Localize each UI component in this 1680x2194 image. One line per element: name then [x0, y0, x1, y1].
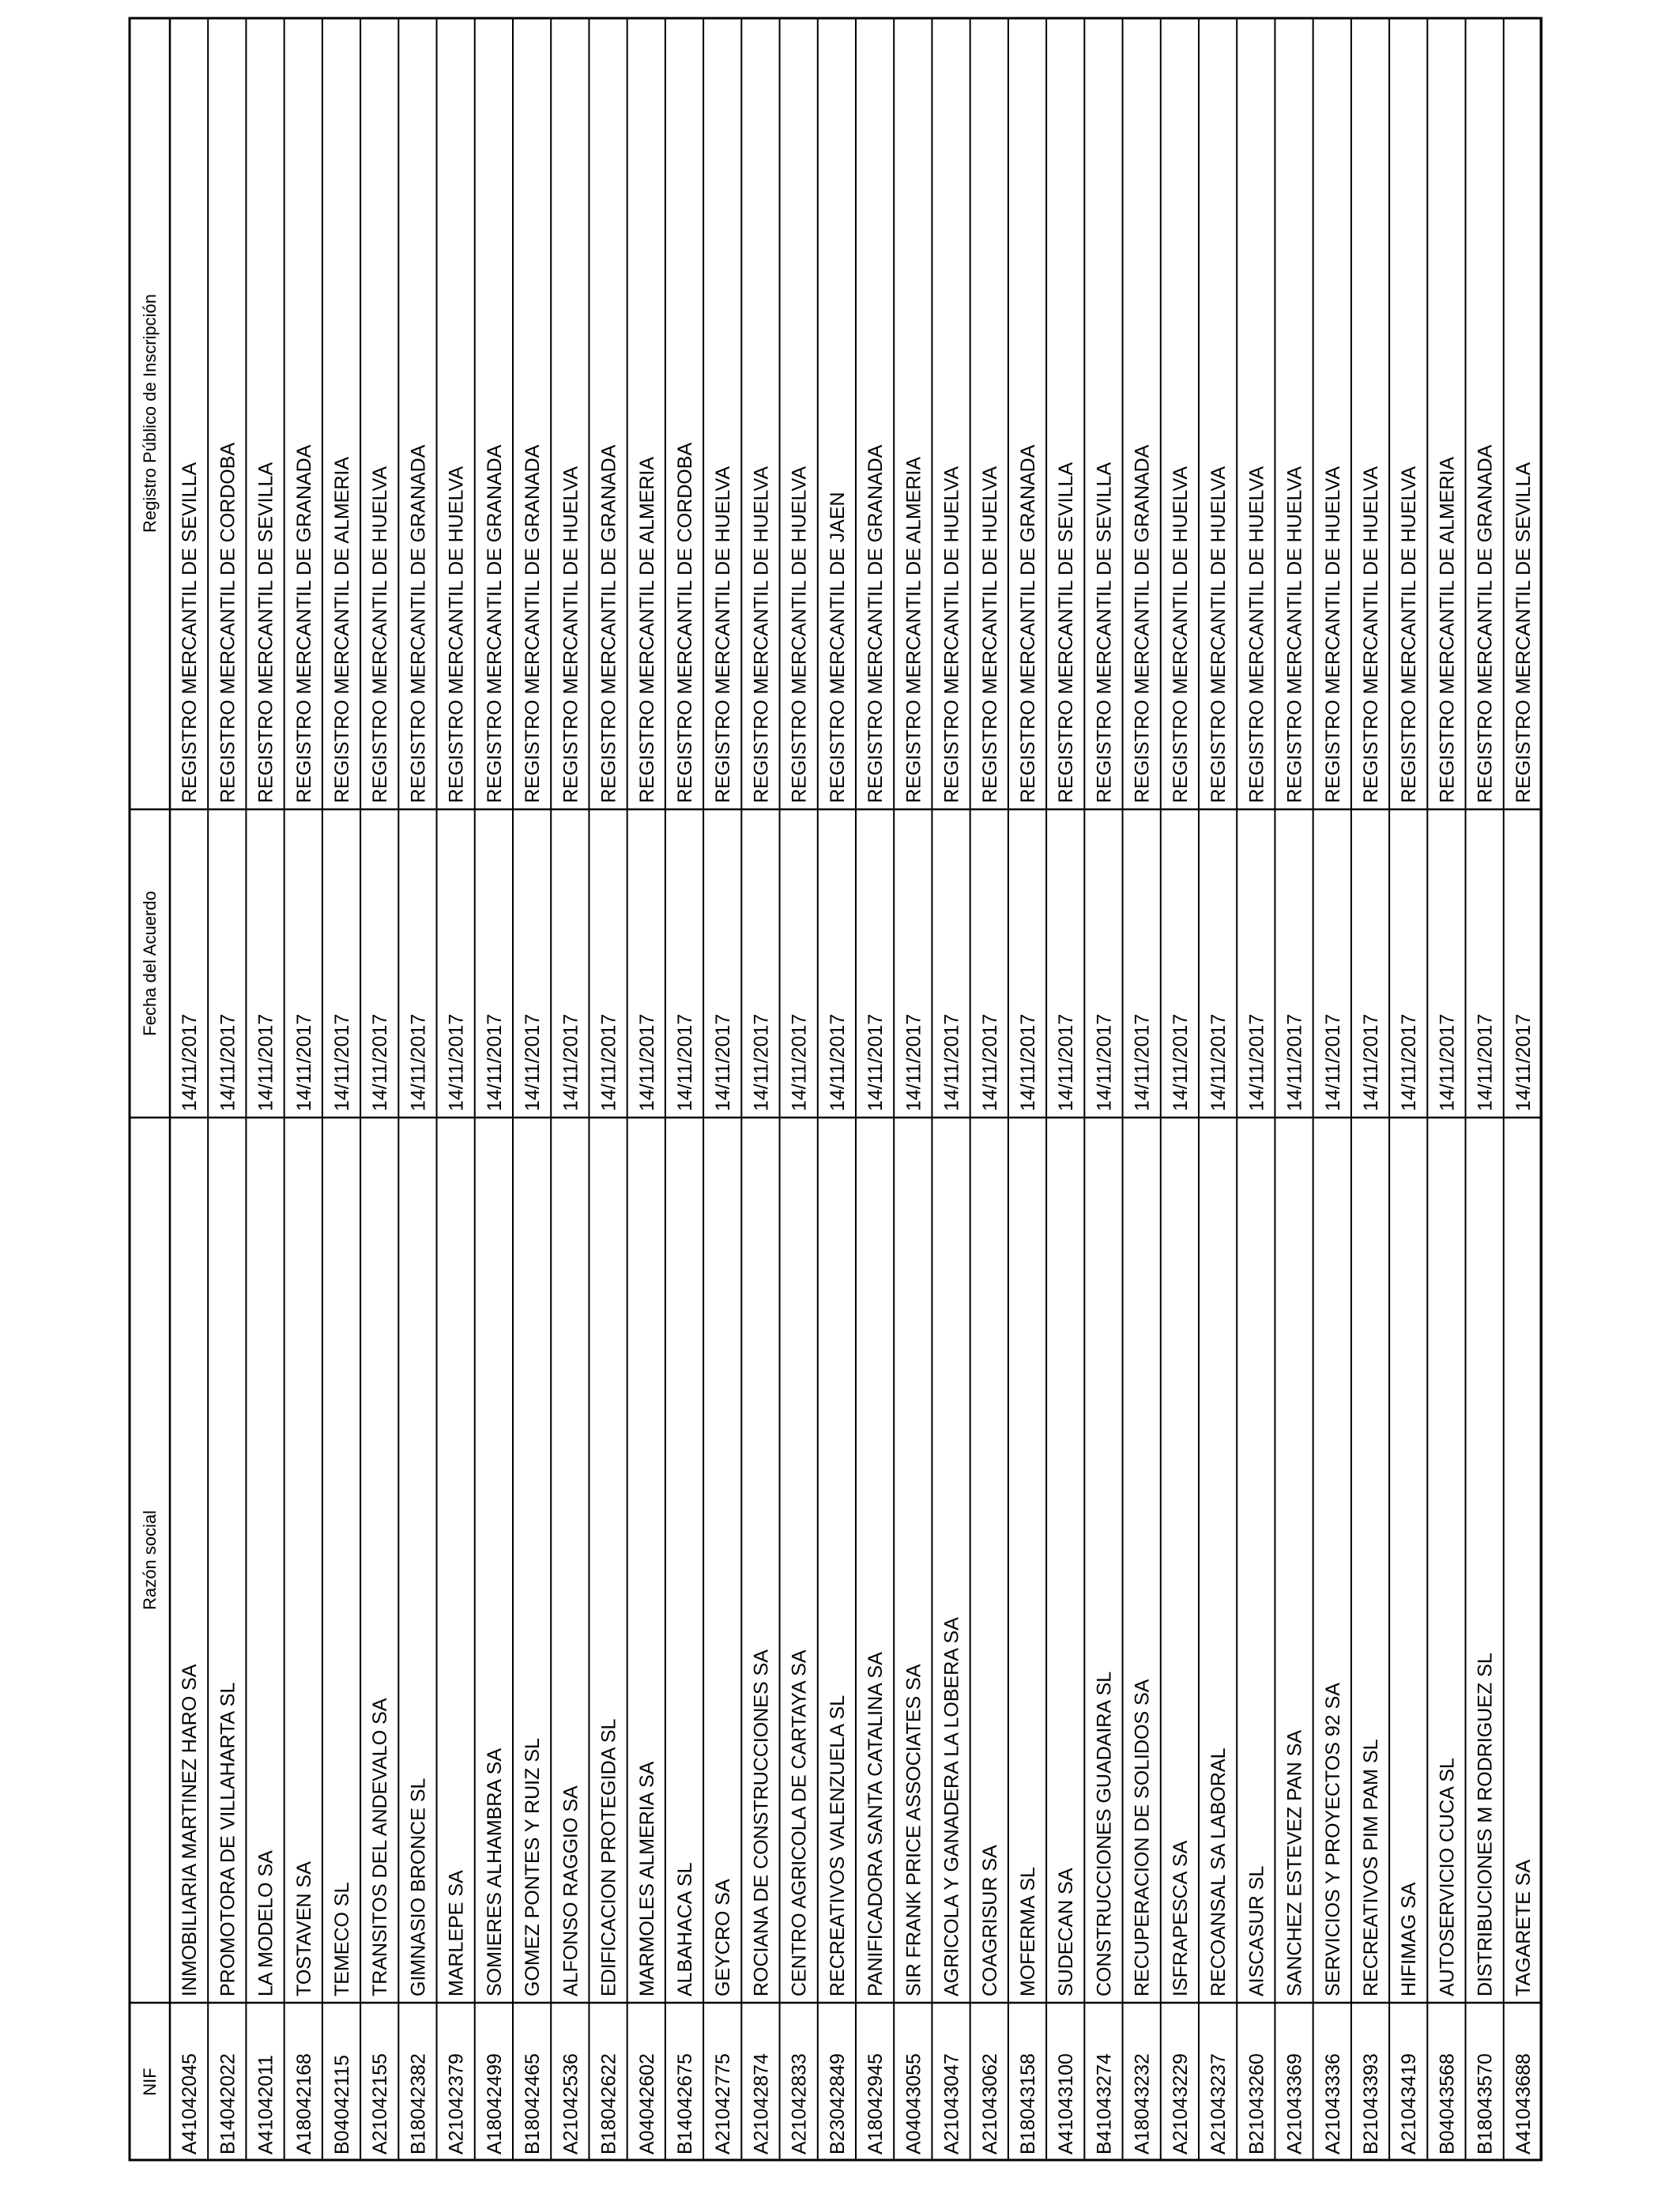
registro-cell: REGISTRO MERCANTIL DE GRANADA [292, 444, 315, 803]
header-registro: Registro Público de Inscripción [140, 293, 160, 533]
fecha-cell: 14/11/2017 [712, 1013, 735, 1111]
nif-cell: B18042622 [597, 2053, 620, 2154]
registro-cell: REGISTRO MERCANTIL DE HUELVA [940, 466, 963, 803]
razon-social-cell: LA MODELO SA [254, 1850, 277, 1996]
fecha-cell: 14/11/2017 [674, 1013, 696, 1111]
razon-social-cell: PROMOTORA DE VILLAHARTA SL [217, 1682, 239, 1996]
nif-cell: A18042945 [864, 2053, 887, 2154]
fecha-cell: 14/11/2017 [978, 1013, 1001, 1111]
razon-social-cell: RECUPERACION DE SOLIDOS SA [1131, 1679, 1154, 1996]
fecha-cell: 14/11/2017 [788, 1013, 811, 1111]
nif-cell: A41042045 [179, 2053, 202, 2154]
razon-social-cell: ALFONSO RAGGIO SA [559, 1785, 582, 1996]
razon-social-cell: SUDECAN SA [1055, 1868, 1078, 1996]
registro-cell: REGISTRO MERCANTIL DE HUELVA [750, 466, 773, 803]
registro-cell: REGISTRO MERCANTIL DE SEVILLA [179, 462, 202, 803]
fecha-cell: 14/11/2017 [635, 1013, 658, 1111]
registro-cell: REGISTRO MERCANTIL DE GRANADA [864, 444, 887, 803]
registro-cell: REGISTRO MERCANTIL DE ALMERIA [1436, 456, 1459, 803]
nif-cell: B18042465 [522, 2053, 544, 2154]
fecha-cell: 14/11/2017 [1207, 1013, 1230, 1111]
registro-cell: REGISTRO MERCANTIL DE ALMERIA [902, 456, 925, 803]
nif-cell: A21043369 [1283, 2053, 1306, 2154]
razon-social-cell: TEMECO SL [331, 1882, 353, 1996]
fecha-cell: 14/11/2017 [1131, 1013, 1154, 1111]
fecha-cell: 14/11/2017 [750, 1013, 773, 1111]
registro-cell: REGISTRO MERCANTIL DE HUELVA [1398, 466, 1421, 803]
registro-cell: REGISTRO MERCANTIL DE HUELVA [1169, 466, 1192, 803]
registro-cell: REGISTRO MERCANTIL DE HUELVA [445, 466, 468, 803]
razon-social-cell: MOFERMA SL [1017, 1867, 1039, 1996]
nif-cell: B21043393 [1360, 2053, 1382, 2154]
nif-cell: B04042115 [331, 2054, 353, 2154]
registry-table [129, 17, 1542, 2161]
nif-cell: A21043229 [1169, 2053, 1192, 2154]
fecha-cell: 14/11/2017 [559, 1013, 582, 1111]
razon-social-cell: PANIFICADORA SANTA CATALINA SA [864, 1652, 887, 1996]
registro-cell: REGISTRO MERCANTIL DE GRANADA [1131, 444, 1154, 803]
fecha-cell: 14/11/2017 [826, 1013, 849, 1111]
registro-cell: REGISTRO MERCANTIL DE SEVILLA [1512, 462, 1535, 803]
fecha-cell: 14/11/2017 [940, 1013, 963, 1111]
registro-cell: REGISTRO MERCANTIL DE HUELVA [788, 466, 811, 803]
nif-cell: B14042675 [674, 2053, 696, 2154]
nif-cell: B21043260 [1245, 2053, 1268, 2154]
fecha-cell: 14/11/2017 [369, 1013, 392, 1111]
fecha-cell: 14/11/2017 [1398, 1013, 1421, 1111]
registro-cell: REGISTRO MERCANTIL DE GRANADA [407, 444, 430, 803]
registro-cell: REGISTRO MERCANTIL DE HUELVA [1283, 466, 1306, 803]
registro-cell: REGISTRO MERCANTIL DE HUELVA [1321, 466, 1344, 803]
nif-cell: B23042849 [826, 2053, 849, 2154]
fecha-cell: 14/11/2017 [1474, 1013, 1497, 1111]
fecha-cell: 14/11/2017 [483, 1013, 506, 1111]
nif-cell: B04043568 [1436, 2053, 1459, 2154]
fecha-cell: 14/11/2017 [1017, 1013, 1039, 1111]
fecha-cell: 14/11/2017 [445, 1013, 468, 1111]
fecha-cell: 14/11/2017 [597, 1013, 620, 1111]
fecha-cell: 14/11/2017 [1512, 1013, 1535, 1111]
nif-cell: B14042022 [217, 2053, 239, 2154]
nif-cell: B41043274 [1093, 2053, 1116, 2154]
nif-cell: A21043419 [1398, 2053, 1421, 2154]
fecha-cell: 14/11/2017 [254, 1013, 277, 1111]
nif-cell: A21043062 [978, 2053, 1001, 2154]
registro-cell: REGISTRO MERCANTIL DE GRANADA [522, 444, 544, 803]
nif-cell: A18042168 [292, 2053, 315, 2154]
razon-social-cell: MARLEPE SA [445, 1870, 468, 1996]
razon-social-cell: DISTRIBUCIONES M RODRIGUEZ SL [1474, 1653, 1497, 1996]
razon-social-cell: CENTRO AGRICOLA DE CARTAYA SA [788, 1649, 811, 1996]
fecha-cell: 14/11/2017 [1283, 1013, 1306, 1111]
razon-social-cell: TOSTAVEN SA [292, 1861, 315, 1996]
registro-cell: REGISTRO MERCANTIL DE HUELVA [369, 466, 392, 803]
razon-social-cell: SOMIERES ALHAMBRA SA [483, 1748, 506, 1996]
razon-social-cell: RECREATIVOS PIM PAM SL [1360, 1739, 1382, 1996]
nif-cell: A18043232 [1131, 2053, 1154, 2154]
razon-social-cell: TAGARETE SA [1512, 1859, 1535, 1996]
nif-cell: A21042379 [445, 2053, 468, 2154]
nif-cell: A21043237 [1207, 2053, 1230, 2154]
fecha-cell: 14/11/2017 [217, 1013, 239, 1111]
nif-cell: B18043570 [1474, 2053, 1497, 2154]
registro-cell: REGISTRO MERCANTIL DE GRANADA [483, 444, 506, 803]
nif-cell: A18042499 [483, 2053, 506, 2154]
registro-cell: REGISTRO MERCANTIL DE ALMERIA [635, 456, 658, 803]
nif-cell: A21042155 [369, 2053, 392, 2154]
fecha-cell: 14/11/2017 [1321, 1013, 1344, 1111]
registro-cell: REGISTRO MERCANTIL DE HUELVA [559, 466, 582, 803]
header-fecha: Fecha del Acuerdo [140, 891, 160, 1036]
nif-cell: B18043158 [1017, 2053, 1039, 2154]
razon-social-cell: CONSTRUCCIONES GUADAIRA SL [1093, 1671, 1116, 1996]
nif-cell: A41043100 [1055, 2053, 1078, 2154]
razon-social-cell: SERVICIOS Y PROYECTOS 92 SA [1321, 1683, 1344, 1996]
header-razon-social: Razón social [140, 1510, 160, 1610]
nif-cell: A21043336 [1321, 2053, 1344, 2154]
fecha-cell: 14/11/2017 [292, 1013, 315, 1111]
fecha-cell: 14/11/2017 [1245, 1013, 1268, 1111]
nif-cell: A21043047 [940, 2053, 963, 2154]
razon-social-cell: AGRICOLA Y GANADERA LA LOBERA SA [940, 1617, 963, 1996]
razon-social-cell: TRANSITOS DEL ANDEVALO SA [369, 1698, 392, 1996]
razon-social-cell: SANCHEZ ESTEVEZ PAN SA [1283, 1729, 1306, 1996]
razon-social-cell: GIMNASIO BRONCE SL [407, 1777, 430, 1996]
razon-social-cell: COAGRISUR SA [978, 1845, 1001, 1996]
razon-social-cell: RECREATIVOS VALENZUELA SL [826, 1695, 849, 1996]
fecha-cell: 14/11/2017 [407, 1013, 430, 1111]
razon-social-cell: AUTOSERVICIO CUCA SL [1436, 1758, 1459, 1996]
nif-cell: A04042602 [635, 2053, 658, 2154]
fecha-cell: 14/11/2017 [1093, 1013, 1116, 1111]
razon-social-cell: ALBAHACA SL [674, 1862, 696, 1996]
header-nif: NIF [140, 2068, 160, 2096]
registro-cell: REGISTRO MERCANTIL DE HUELVA [1360, 466, 1382, 803]
nif-cell: A04043055 [902, 2053, 925, 2154]
registro-cell: REGISTRO MERCANTIL DE HUELVA [1245, 466, 1268, 803]
razon-social-cell: ISFRAPESCA SA [1169, 1840, 1192, 1996]
registro-cell: REGISTRO MERCANTIL DE GRANADA [1017, 444, 1039, 803]
registro-cell: REGISTRO MERCANTIL DE ALMERIA [331, 456, 353, 803]
fecha-cell: 14/11/2017 [902, 1013, 925, 1111]
nif-cell: B18042382 [407, 2053, 430, 2154]
razon-social-cell: SIR FRANK PRICE ASSOCIATES SA [902, 1664, 925, 1996]
registro-cell: REGISTRO MERCANTIL DE GRANADA [597, 444, 620, 803]
nif-cell: A41042011 [254, 2054, 277, 2154]
razon-social-cell: MARMOLES ALMERIA SA [635, 1761, 658, 1996]
nif-cell: A21042833 [788, 2053, 811, 2154]
razon-social-cell: EDIFICACION PROTEGIDA SL [597, 1718, 620, 1996]
razon-social-cell: RECOANSAL SA LABORAL [1207, 1747, 1230, 1996]
fecha-cell: 14/11/2017 [331, 1013, 353, 1111]
registro-cell: REGISTRO MERCANTIL DE CORDOBA [674, 442, 696, 803]
registro-cell: REGISTRO MERCANTIL DE SEVILLA [1055, 462, 1078, 803]
razon-social-cell: INMOBILIARIA MARTINEZ HARO SA [179, 1664, 202, 1996]
nif-cell: A21042536 [559, 2053, 582, 2154]
registro-cell: REGISTRO MERCANTIL DE SEVILLA [254, 462, 277, 803]
razon-social-cell: GOMEZ PONTES Y RUIZ SL [522, 1738, 544, 1996]
nif-cell: A21042775 [712, 2053, 735, 2154]
fecha-cell: 14/11/2017 [1360, 1013, 1382, 1111]
fecha-cell: 14/11/2017 [179, 1013, 202, 1111]
registro-cell: REGISTRO MERCANTIL DE HUELVA [712, 466, 735, 803]
razon-social-cell: AISCASUR SL [1245, 1865, 1268, 1996]
nif-cell: A21042874 [750, 2053, 773, 2154]
registro-cell: REGISTRO MERCANTIL DE HUELVA [978, 466, 1001, 803]
rotated-table-canvas [129, 17, 1542, 2161]
fecha-cell: 14/11/2017 [864, 1013, 887, 1111]
nif-cell: A41043688 [1512, 2053, 1535, 2154]
fecha-cell: 14/11/2017 [1169, 1013, 1192, 1111]
registro-cell: REGISTRO MERCANTIL DE HUELVA [1207, 466, 1230, 803]
fecha-cell: 14/11/2017 [1055, 1013, 1078, 1111]
registro-cell: REGISTRO MERCANTIL DE CORDOBA [217, 442, 239, 803]
razon-social-cell: ROCIANA DE CONSTRUCCIONES SA [750, 1649, 773, 1996]
razon-social-cell: HIFIMAG SA [1398, 1882, 1421, 1996]
registro-cell: REGISTRO MERCANTIL DE SEVILLA [1093, 462, 1116, 803]
fecha-cell: 14/11/2017 [522, 1013, 544, 1111]
registro-cell: REGISTRO MERCANTIL DE JAEN [826, 492, 849, 803]
registro-cell: REGISTRO MERCANTIL DE GRANADA [1474, 444, 1497, 803]
razon-social-cell: GEYCRO SA [712, 1879, 735, 1996]
fecha-cell: 14/11/2017 [1436, 1013, 1459, 1111]
